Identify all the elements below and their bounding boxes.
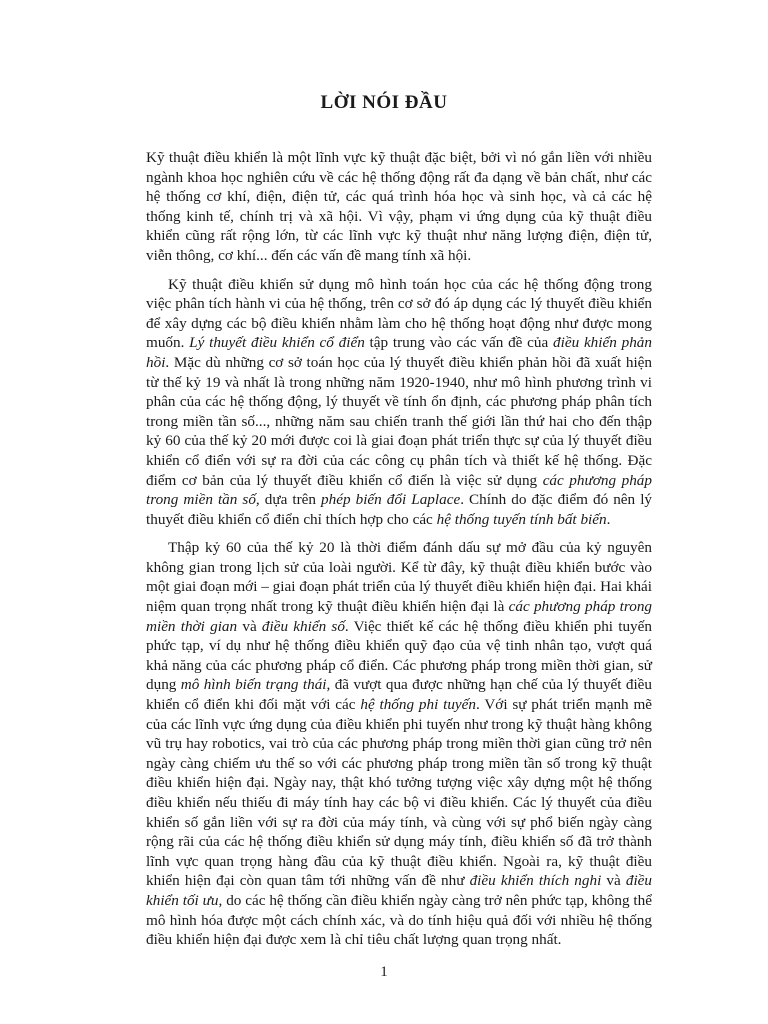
- italic-term: các phương pháp trong miền tần số: [146, 471, 652, 509]
- text-run: và: [237, 617, 262, 635]
- text-run: Kỹ thuật điều khiển là một lĩnh vực kỹ thuật đặc biệt, bởi vì nó gắn liền với nhiều ngành khoa học nghiên cứu về các hệ thống động rất đa dạng về bản chất, như các hệ thống cơ khí, điện, điện tử, các quá trình hóa học và sinh học, và cả các hệ thống kinh tế, chính trị và xã hội. Vì vậy, phạm vi ứng dụng của kỹ thuật điều khiển cũng rất rộng lớn, từ các lĩnh vực kỹ thuật như năng lượng điện, điện tử, viễn thông, cơ khí... đến các vấn đề mang tính xã hội.: [146, 149, 652, 264]
- italic-term: điều khiển số: [261, 617, 345, 635]
- text-run: , dựa trên: [255, 491, 322, 509]
- italic-term: điều khiển tối ưu: [146, 872, 652, 909]
- text-run: Thập kỷ 60 của thế kỷ 20 là thời điểm đánh dấu sự mở đầu của kỷ nguyên không gian trong lịch sử của loài người. Kể từ đây, kỹ thuật điều khiển bước vào một giai đoạn mới – giai đoạn phát triển của lý thuyết điều khiển hiện đại. Hai khái niệm quan trọng nhất trong kỹ thuật điều khiển hiện đại là: [146, 539, 652, 616]
- paragraph-2: [146, 275, 652, 530]
- italic-term: Lý thuyết điều khiển cổ điển: [189, 334, 365, 352]
- text-run: . Việc thiết kế các hệ thống điều khiển phi tuyến phức tạp, ví dụ như hệ thống điều khiển quỹ đạo của vệ tinh nhân tạo, vượt quá khả năng của các phương pháp cổ điển. Các phương pháp trong miền thời gian, sử dụng: [146, 617, 652, 694]
- body-text: [146, 148, 652, 959]
- italic-term: hệ thống phi tuyến: [360, 696, 476, 714]
- italic-term: mô hình biến trạng thái: [180, 676, 327, 694]
- text-run: . Mặc dù những cơ sở toán học của lý thuyết điều khiển phản hồi đã xuất hiện từ thế kỷ 19 và nhất là trong những năm 1920-1940, như mô hình phương trình vi phân của các hệ thống động, lý thuyết về tính ổn định, các phương pháp phân tích trong miền tần số..., những năm sau chiến tranh thế giới lần thứ hai cho đến thập kỷ 60 của thế kỷ 20 mới được coi là giai đoạn phát triển thực sự của lý thuyết điều khiển cổ điển với sự ra đời của các công cụ phân tích và thiết kế hệ thống. Đặc điểm cơ bản của lý thuyết điều khiển cổ điển là việc sử dụng: [146, 353, 652, 489]
- text-run: Kỹ thuật điều khiển sử dụng mô hình toán học của các hệ thống động trong việc phân tích hành vi của hệ thống, trên cơ sở đó áp dụng các lý thuyết điều khiển để xây dựng các bộ điều khiển nhằm làm cho hệ thống hoạt động như được mong muốn.: [146, 275, 652, 352]
- italic-term: phép biến đổi Laplace: [321, 491, 461, 509]
- paragraph-1: [146, 148, 652, 266]
- text-run: và: [601, 872, 626, 890]
- text-run: . Với sự phát triển mạnh mẽ của các lĩnh vực ứng dụng của điều khiển phi tuyến như trong kỹ thuật hàng không vũ trụ hay robotics, vai trò của các phương pháp trong miền thời gian cũng trở nên ngày càng chiếm ưu thế so với các phương pháp trong miền tần số trong kỹ thuật điều khiển hiện đại. Ngày nay, thật khó tưởng tượng việc xây dựng một hệ thống điều khiển nếu thiếu đi máy tính hay các bộ vi điều khiển. Các lý thuyết của điều khiển số gắn liền với sự ra đời của máy tính, và cùng với sự phổ biến ngày càng rộng rãi của các hệ thống điều khiển sử dụng máy tính, điều khiển số đã trở thành lĩnh vực quan trọng hàng đầu của kỹ thuật điều khiển. Ngoài ra, kỹ thuật điều khiển hiện đại còn quan tâm tới những vấn đề như: [146, 696, 652, 890]
- paragraph-3: [146, 538, 652, 949]
- text-run: .: [606, 510, 611, 528]
- italic-term: điều khiển thích nghi: [469, 872, 602, 890]
- italic-term: các phương pháp trong miền thời gian: [146, 598, 653, 635]
- text-run: . Chính do đặc điểm đó nên lý thuyết điều khiển cổ điển chỉ thích hợp cho các: [146, 491, 653, 528]
- text-run: , do các hệ thống cần điều khiển ngày càng trở nên phức tạp, không thể mô hình hóa được một cách chính xác, và do tính hiệu quả đối với nhiều hệ thống điều khiển hiện đại được xem là chỉ tiêu chất lượng quan trọng nhất.: [146, 891, 652, 949]
- page-title: LỜI NÓI ĐẦU: [320, 92, 448, 113]
- page-number: 1: [380, 964, 388, 980]
- italic-term: điều khiển phản hồi: [146, 334, 652, 371]
- text-run: , đã vượt qua được những hạn chế của lý thuyết điều khiển cổ điển khi đối mặt với các: [146, 676, 653, 714]
- italic-term: hệ thống tuyến tính bất biến: [436, 510, 607, 528]
- text-run: tập trung vào các vấn đề của: [364, 334, 554, 352]
